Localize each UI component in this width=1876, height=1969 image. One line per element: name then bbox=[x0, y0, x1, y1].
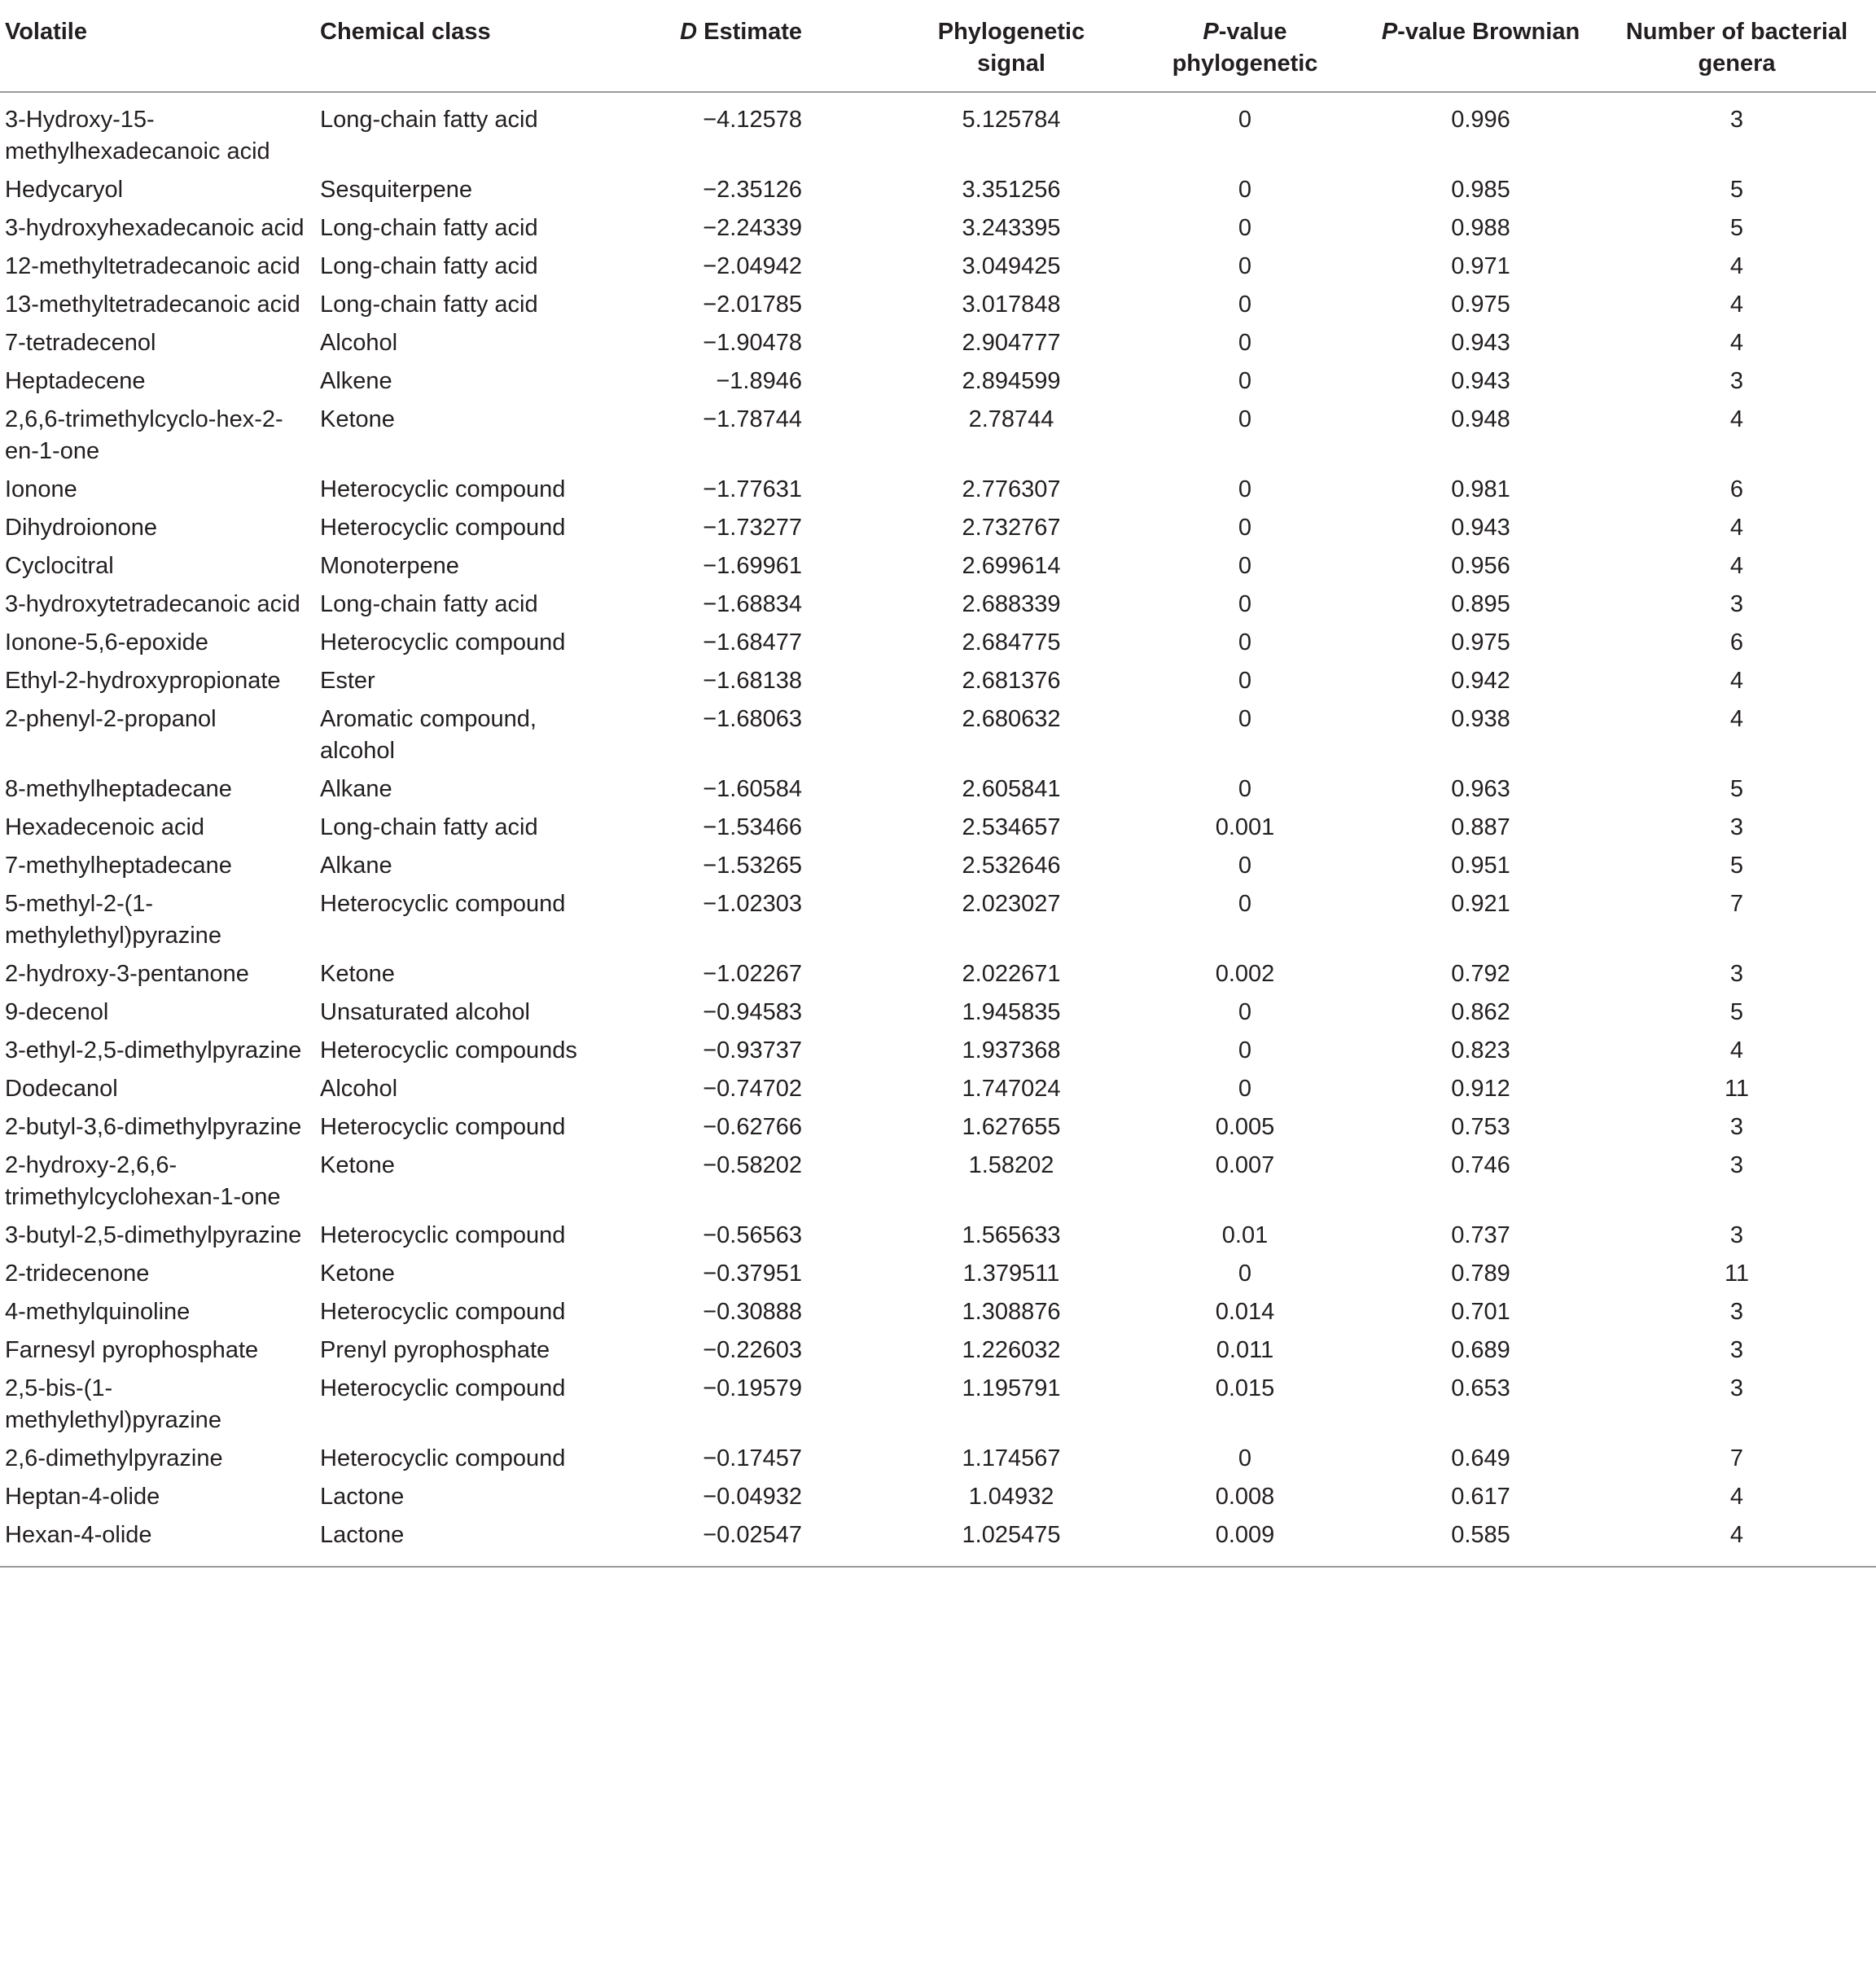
cell-d-estimate: −1.77631 bbox=[703, 476, 802, 502]
column-header-label: Estimate bbox=[697, 19, 802, 45]
cell-p-value-phylogenetic: 0 bbox=[1238, 629, 1252, 656]
cell-chemical-class: Long-chain fatty acid bbox=[320, 814, 538, 840]
cell-phylogenetic-signal: 1.04932 bbox=[968, 1484, 1054, 1510]
cell-chemical-class: Alcohol bbox=[320, 330, 398, 356]
cell-volatile: Heptan-4-olide bbox=[5, 1484, 160, 1510]
table-row bbox=[0, 550, 1876, 589]
table-row bbox=[0, 665, 1876, 704]
cell-chemical-class: Unsaturated alcohol bbox=[320, 999, 530, 1025]
cell-d-estimate: −1.68138 bbox=[703, 668, 802, 694]
cell-number-of-bacterial-genera: 6 bbox=[1729, 629, 1744, 656]
column-header-italic: P bbox=[1381, 19, 1398, 45]
column-header-label: Phylogenetic signal bbox=[937, 19, 1085, 77]
cell-phylogenetic-signal: 1.565633 bbox=[962, 1222, 1061, 1248]
cell-number-of-bacterial-genera: 4 bbox=[1598, 1520, 1876, 1567]
cell-volatile: 4-methylquinoline bbox=[5, 1299, 191, 1325]
table-row bbox=[0, 1296, 1876, 1335]
cell-chemical-class: Lactone bbox=[315, 1520, 622, 1567]
column-header-label: Number of bacterial genera bbox=[1625, 19, 1848, 77]
cell-phylogenetic-signal: 1.379511 bbox=[962, 1261, 1060, 1287]
cell-number-of-bacterial-genera: 11 bbox=[1724, 1261, 1750, 1287]
cell-phylogenetic-signal: 2.534657 bbox=[962, 814, 1061, 840]
cell-d-estimate: −1.68063 bbox=[703, 706, 802, 732]
table-row bbox=[0, 1220, 1876, 1258]
cell-p-value-brownian: 0.701 bbox=[1451, 1299, 1510, 1325]
cell-phylogenetic-signal: 2.732767 bbox=[962, 515, 1061, 541]
cell-d-estimate: −0.37951 bbox=[703, 1261, 802, 1287]
table-row bbox=[0, 251, 1876, 289]
cell-phylogenetic-signal: 2.684775 bbox=[962, 629, 1061, 656]
cell-volatile: 3-Hydroxy-15-methylhexadecanoic acid bbox=[5, 107, 270, 164]
cell-chemical-class: Long-chain fatty acid bbox=[320, 253, 538, 279]
cell-phylogenetic-signal: 3.243395 bbox=[962, 215, 1061, 241]
cell-p-value-phylogenetic: 0 bbox=[1238, 215, 1252, 241]
column-header-label: -value phylogenetic bbox=[1172, 19, 1318, 77]
cell-number-of-bacterial-genera: 3 bbox=[1729, 961, 1744, 987]
cell-p-value-brownian: 0.942 bbox=[1451, 668, 1510, 694]
cell-number-of-bacterial-genera: 4 bbox=[1729, 668, 1744, 694]
column-header-italic: P bbox=[1203, 19, 1219, 45]
table-row bbox=[0, 627, 1876, 665]
cell-d-estimate: −1.02267 bbox=[703, 961, 802, 987]
cell-d-estimate: −0.04932 bbox=[703, 1484, 802, 1510]
table-body bbox=[0, 92, 1876, 1567]
cell-volatile: Ionone-5,6-epoxide bbox=[5, 629, 208, 656]
cell-number-of-bacterial-genera: 5 bbox=[1729, 999, 1744, 1025]
cell-number-of-bacterial-genera: 3 bbox=[1729, 1375, 1744, 1401]
cell-p-value-phylogenetic: 0 bbox=[1238, 1076, 1252, 1102]
cell-number-of-bacterial-genera: 3 bbox=[1729, 1337, 1744, 1363]
cell-volatile: Hedycaryol bbox=[5, 177, 124, 203]
cell-chemical-class: Heterocyclic compound bbox=[320, 891, 566, 917]
cell-phylogenetic-signal: 1.627655 bbox=[962, 1114, 1061, 1140]
cell-d-estimate: −1.02303 bbox=[703, 891, 802, 917]
cell-p-value-phylogenetic: 0 bbox=[1238, 368, 1252, 394]
cell-chemical-class: Alkane bbox=[320, 776, 392, 802]
cell-volatile: 2-hydroxy-2,6,6-trimethylcyclohexan-1-one bbox=[5, 1152, 281, 1210]
cell-volatile: 2,6-dimethylpyrazine bbox=[5, 1445, 223, 1471]
cell-p-value-brownian: 0.943 bbox=[1451, 368, 1510, 394]
cell-phylogenetic-signal: 2.688339 bbox=[962, 591, 1061, 617]
cell-p-value-phylogenetic: 0 bbox=[1238, 330, 1252, 356]
cell-number-of-bacterial-genera: 4 bbox=[1729, 330, 1744, 356]
cell-p-value-brownian: 0.975 bbox=[1451, 629, 1510, 656]
cell-p-value-phylogenetic: 0 bbox=[1238, 1261, 1252, 1287]
cell-chemical-class: Alkane bbox=[320, 853, 392, 879]
cell-d-estimate: −1.90478 bbox=[703, 330, 802, 356]
cell-phylogenetic-signal: 2.894599 bbox=[962, 368, 1061, 394]
cell-phylogenetic-signal: 1.226032 bbox=[962, 1337, 1061, 1363]
cell-phylogenetic-signal: 2.776307 bbox=[962, 476, 1061, 502]
cell-p-value-phylogenetic: 0 bbox=[1238, 177, 1252, 203]
cell-volatile: 5-methyl-2-(1-methylethyl)pyrazine bbox=[5, 891, 221, 949]
cell-number-of-bacterial-genera: 3 bbox=[1729, 1299, 1744, 1325]
cell-d-estimate: −1.68477 bbox=[703, 629, 802, 656]
cell-p-value-brownian: 0.921 bbox=[1451, 891, 1510, 917]
cell-d-estimate: −2.24339 bbox=[703, 215, 802, 241]
cell-p-value-phylogenetic: 0 bbox=[1238, 853, 1252, 879]
table-row bbox=[0, 404, 1876, 474]
table-row bbox=[0, 774, 1876, 812]
cell-p-value-brownian: 0.823 bbox=[1451, 1037, 1510, 1063]
table-row bbox=[0, 213, 1876, 251]
cell-number-of-bacterial-genera: 4 bbox=[1729, 292, 1744, 318]
cell-phylogenetic-signal: 1.945835 bbox=[962, 999, 1061, 1025]
table-row bbox=[0, 997, 1876, 1035]
cell-p-value-brownian: 0.895 bbox=[1451, 591, 1510, 617]
column-header-phylogenetic-signal bbox=[896, 0, 1126, 92]
cell-phylogenetic-signal: 2.78744 bbox=[968, 406, 1054, 432]
cell-p-value-phylogenetic: 0.009 bbox=[1126, 1520, 1364, 1567]
cell-chemical-class: Heterocyclic compound bbox=[320, 1222, 566, 1248]
cell-number-of-bacterial-genera: 3 bbox=[1729, 814, 1744, 840]
cell-d-estimate: −0.19579 bbox=[703, 1375, 802, 1401]
cell-d-estimate: −0.62766 bbox=[703, 1114, 802, 1140]
cell-chemical-class: Ketone bbox=[320, 1152, 395, 1178]
cell-phylogenetic-signal: 1.308876 bbox=[962, 1299, 1061, 1325]
table-row bbox=[0, 366, 1876, 404]
header-row bbox=[0, 0, 1876, 92]
cell-volatile: 7-methylheptadecane bbox=[5, 853, 232, 879]
cell-number-of-bacterial-genera: 6 bbox=[1729, 476, 1744, 502]
cell-p-value-phylogenetic: 0 bbox=[1238, 999, 1252, 1025]
cell-p-value-phylogenetic: 0 bbox=[1238, 891, 1252, 917]
cell-p-value-phylogenetic: 0 bbox=[1238, 553, 1252, 579]
cell-d-estimate: −0.17457 bbox=[703, 1445, 802, 1471]
cell-phylogenetic-signal: 3.351256 bbox=[962, 177, 1061, 203]
cell-p-value-brownian: 0.971 bbox=[1451, 253, 1510, 279]
cell-chemical-class: Alcohol bbox=[320, 1076, 398, 1102]
cell-p-value-brownian: 0.996 bbox=[1451, 107, 1510, 133]
column-header-number-of-bacterial-genera bbox=[1598, 0, 1876, 92]
cell-d-estimate: −1.78744 bbox=[703, 406, 802, 432]
cell-d-estimate: −0.93737 bbox=[703, 1037, 802, 1063]
cell-p-value-phylogenetic: 0 bbox=[1238, 776, 1252, 802]
cell-p-value-phylogenetic: 0 bbox=[1238, 1037, 1252, 1063]
cell-number-of-bacterial-genera: 3 bbox=[1729, 368, 1744, 394]
cell-d-estimate: −2.35126 bbox=[703, 177, 802, 203]
table-row bbox=[0, 289, 1876, 327]
cell-p-value-phylogenetic: 0 bbox=[1238, 107, 1252, 133]
cell-p-value-phylogenetic: 0 bbox=[1238, 476, 1252, 502]
cell-phylogenetic-signal: 1.747024 bbox=[962, 1076, 1061, 1102]
cell-chemical-class: Heterocyclic compound bbox=[320, 1299, 566, 1325]
table-row bbox=[0, 1258, 1876, 1296]
cell-number-of-bacterial-genera: 3 bbox=[1729, 107, 1744, 133]
column-header-p-value-phylogenetic bbox=[1126, 0, 1364, 92]
cell-chemical-class: Long-chain fatty acid bbox=[320, 292, 538, 318]
cell-volatile: 2-phenyl-2-propanol bbox=[5, 706, 217, 732]
cell-chemical-class: Sesquiterpene bbox=[320, 177, 473, 203]
cell-chemical-class: Long-chain fatty acid bbox=[320, 591, 538, 617]
table-row bbox=[0, 474, 1876, 512]
cell-d-estimate: −1.8946 bbox=[716, 368, 802, 394]
cell-volatile: 8-methylheptadecane bbox=[5, 776, 232, 802]
cell-chemical-class: Ketone bbox=[320, 1261, 395, 1287]
cell-p-value-phylogenetic: 0.002 bbox=[1215, 961, 1275, 987]
cell-p-value-brownian: 0.617 bbox=[1451, 1484, 1510, 1510]
cell-phylogenetic-signal: 2.681376 bbox=[962, 668, 1061, 694]
cell-p-value-phylogenetic: 0 bbox=[1238, 591, 1252, 617]
cell-p-value-brownian: 0.649 bbox=[1451, 1445, 1510, 1471]
table-header bbox=[0, 0, 1876, 92]
cell-volatile: 3-ethyl-2,5-dimethylpyrazine bbox=[5, 1037, 302, 1063]
table-row bbox=[0, 92, 1876, 174]
cell-p-value-brownian: 0.689 bbox=[1451, 1337, 1510, 1363]
cell-volatile: 2-hydroxy-3-pentanone bbox=[5, 961, 249, 987]
cell-p-value-brownian: 0.956 bbox=[1451, 553, 1510, 579]
cell-chemical-class: Ketone bbox=[320, 406, 395, 432]
table-row bbox=[0, 174, 1876, 213]
cell-p-value-brownian: 0.951 bbox=[1451, 853, 1510, 879]
cell-chemical-class: Heterocyclic compound bbox=[320, 515, 566, 541]
cell-volatile: 13-methyltetradecanoic acid bbox=[5, 292, 300, 318]
cell-phylogenetic-signal: 2.532646 bbox=[962, 853, 1061, 879]
cell-number-of-bacterial-genera: 4 bbox=[1729, 706, 1744, 732]
cell-phylogenetic-signal: 2.680632 bbox=[962, 706, 1061, 732]
cell-volatile: Dihydroionone bbox=[5, 515, 158, 541]
cell-p-value-brownian: 0.943 bbox=[1451, 330, 1510, 356]
table-row bbox=[0, 958, 1876, 997]
cell-phylogenetic-signal: 1.58202 bbox=[968, 1152, 1054, 1178]
cell-phylogenetic-signal: 5.125784 bbox=[962, 107, 1061, 133]
cell-chemical-class: Heterocyclic compounds bbox=[320, 1037, 577, 1063]
cell-p-value-phylogenetic: 0.005 bbox=[1215, 1114, 1275, 1140]
cell-phylogenetic-signal: 2.023027 bbox=[962, 891, 1061, 917]
column-header-label: -value Brownian bbox=[1397, 19, 1580, 45]
cell-p-value-brownian: 0.792 bbox=[1451, 961, 1510, 987]
table-row bbox=[0, 1335, 1876, 1373]
cell-p-value-brownian: 0.746 bbox=[1451, 1152, 1510, 1178]
cell-chemical-class: Ketone bbox=[320, 961, 395, 987]
cell-number-of-bacterial-genera: 3 bbox=[1729, 1114, 1744, 1140]
cell-volatile: 2,5-bis-(1-methylethyl)pyrazine bbox=[5, 1375, 221, 1433]
table-row bbox=[0, 327, 1876, 366]
table-row bbox=[0, 1150, 1876, 1220]
cell-volatile: 2,6,6-trimethylcyclo-hex-2-en-1-one bbox=[5, 406, 283, 464]
cell-p-value-phylogenetic: 0 bbox=[1238, 515, 1252, 541]
cell-number-of-bacterial-genera: 7 bbox=[1729, 891, 1744, 917]
cell-volatile: Heptadecene bbox=[5, 368, 146, 394]
cell-volatile: 7-tetradecenol bbox=[5, 330, 156, 356]
cell-d-estimate: −1.73277 bbox=[703, 515, 802, 541]
cell-p-value-brownian: 0.737 bbox=[1451, 1222, 1510, 1248]
cell-chemical-class: Long-chain fatty acid bbox=[320, 215, 538, 241]
cell-phylogenetic-signal: 1.174567 bbox=[962, 1445, 1061, 1471]
cell-volatile: Ethyl-2-hydroxypropionate bbox=[5, 668, 281, 694]
cell-d-estimate: −0.02547 bbox=[622, 1520, 896, 1567]
cell-d-estimate: −0.30888 bbox=[703, 1299, 802, 1325]
cell-number-of-bacterial-genera: 5 bbox=[1729, 177, 1744, 203]
cell-d-estimate: −1.60584 bbox=[703, 776, 802, 802]
cell-number-of-bacterial-genera: 5 bbox=[1729, 215, 1744, 241]
cell-phylogenetic-signal: 2.699614 bbox=[962, 553, 1061, 579]
cell-p-value-brownian: 0.948 bbox=[1451, 406, 1510, 432]
table-row bbox=[0, 850, 1876, 888]
cell-chemical-class: Heterocyclic compound bbox=[320, 476, 566, 502]
table-row bbox=[0, 1481, 1876, 1520]
column-header-italic: D bbox=[680, 19, 698, 45]
cell-d-estimate: −0.94583 bbox=[703, 999, 802, 1025]
cell-phylogenetic-signal: 2.022671 bbox=[962, 961, 1061, 987]
cell-p-value-phylogenetic: 0.001 bbox=[1215, 814, 1275, 840]
cell-chemical-class: Lactone bbox=[320, 1484, 405, 1510]
cell-d-estimate: −1.68834 bbox=[703, 591, 802, 617]
cell-p-value-brownian: 0.653 bbox=[1451, 1375, 1510, 1401]
cell-p-value-brownian: 0.862 bbox=[1451, 999, 1510, 1025]
cell-p-value-phylogenetic: 0.01 bbox=[1221, 1222, 1269, 1248]
cell-p-value-brownian: 0.585 bbox=[1364, 1520, 1598, 1567]
table-row bbox=[0, 1520, 1876, 1567]
cell-d-estimate: −0.56563 bbox=[703, 1222, 802, 1248]
cell-number-of-bacterial-genera: 7 bbox=[1729, 1445, 1744, 1471]
cell-volatile: 2-tridecenone bbox=[5, 1261, 150, 1287]
table-row bbox=[0, 1373, 1876, 1443]
cell-number-of-bacterial-genera: 4 bbox=[1729, 1037, 1744, 1063]
cell-phylogenetic-signal: 3.049425 bbox=[962, 253, 1061, 279]
cell-volatile: 2-butyl-3,6-dimethylpyrazine bbox=[5, 1114, 302, 1140]
column-header-volatile bbox=[0, 0, 315, 92]
cell-chemical-class: Aromatic compound, alcohol bbox=[320, 706, 537, 764]
cell-number-of-bacterial-genera: 5 bbox=[1729, 853, 1744, 879]
cell-p-value-phylogenetic: 0.014 bbox=[1215, 1299, 1275, 1325]
cell-d-estimate: −4.12578 bbox=[703, 107, 802, 133]
cell-chemical-class: Monoterpene bbox=[320, 553, 459, 579]
cell-chemical-class: Ester bbox=[320, 668, 375, 694]
cell-p-value-phylogenetic: 0 bbox=[1238, 668, 1252, 694]
cell-phylogenetic-signal: 1.195791 bbox=[962, 1375, 1061, 1401]
cell-d-estimate: −1.69961 bbox=[703, 553, 802, 579]
cell-volatile: Cyclocitral bbox=[5, 553, 114, 579]
table-row bbox=[0, 1073, 1876, 1112]
cell-p-value-brownian: 0.988 bbox=[1451, 215, 1510, 241]
cell-chemical-class: Heterocyclic compound bbox=[320, 1375, 566, 1401]
column-header-p-value-brownian bbox=[1364, 0, 1598, 92]
cell-p-value-brownian: 0.753 bbox=[1451, 1114, 1510, 1140]
table-row bbox=[0, 1035, 1876, 1073]
cell-number-of-bacterial-genera: 4 bbox=[1729, 253, 1744, 279]
cell-d-estimate: −2.01785 bbox=[703, 292, 802, 318]
cell-chemical-class: Heterocyclic compound bbox=[320, 629, 566, 656]
cell-chemical-class: Heterocyclic compound bbox=[320, 1445, 566, 1471]
cell-volatile: 3-butyl-2,5-dimethylpyrazine bbox=[5, 1222, 302, 1248]
cell-chemical-class: Prenyl pyrophosphate bbox=[320, 1337, 550, 1363]
cell-p-value-phylogenetic: 0 bbox=[1238, 253, 1252, 279]
table-row bbox=[0, 704, 1876, 774]
cell-d-estimate: −0.58202 bbox=[703, 1152, 802, 1178]
cell-number-of-bacterial-genera: 3 bbox=[1729, 591, 1744, 617]
cell-p-value-brownian: 0.985 bbox=[1451, 177, 1510, 203]
cell-phylogenetic-signal: 1.937368 bbox=[962, 1037, 1061, 1063]
cell-volatile: 12-methyltetradecanoic acid bbox=[5, 253, 300, 279]
cell-d-estimate: −1.53466 bbox=[703, 814, 802, 840]
cell-d-estimate: −0.74702 bbox=[703, 1076, 802, 1102]
cell-p-value-phylogenetic: 0 bbox=[1238, 406, 1252, 432]
cell-number-of-bacterial-genera: 4 bbox=[1729, 553, 1744, 579]
cell-p-value-brownian: 0.943 bbox=[1451, 515, 1510, 541]
cell-volatile: Hexadecenoic acid bbox=[5, 814, 205, 840]
cell-number-of-bacterial-genera: 5 bbox=[1729, 776, 1744, 802]
table-row bbox=[0, 888, 1876, 958]
cell-number-of-bacterial-genera: 4 bbox=[1729, 515, 1744, 541]
cell-chemical-class: Heterocyclic compound bbox=[320, 1114, 566, 1140]
cell-p-value-brownian: 0.975 bbox=[1451, 292, 1510, 318]
table-row bbox=[0, 512, 1876, 550]
cell-p-value-brownian: 0.912 bbox=[1451, 1076, 1510, 1102]
column-header-chemical-class bbox=[315, 0, 622, 92]
cell-volatile: 3-hydroxytetradecanoic acid bbox=[5, 591, 300, 617]
table-row bbox=[0, 589, 1876, 627]
cell-volatile: 9-decenol bbox=[5, 999, 109, 1025]
cell-p-value-phylogenetic: 0 bbox=[1238, 292, 1252, 318]
cell-phylogenetic-signal: 2.605841 bbox=[962, 776, 1061, 802]
cell-number-of-bacterial-genera: 4 bbox=[1729, 406, 1744, 432]
cell-volatile: Dodecanol bbox=[5, 1076, 118, 1102]
cell-p-value-phylogenetic: 0.015 bbox=[1215, 1375, 1275, 1401]
cell-volatile: 3-hydroxyhexadecanoic acid bbox=[5, 215, 305, 241]
column-header-d-estimate bbox=[622, 0, 896, 92]
cell-p-value-brownian: 0.981 bbox=[1451, 476, 1510, 502]
cell-p-value-brownian: 0.963 bbox=[1451, 776, 1510, 802]
cell-p-value-brownian: 0.938 bbox=[1451, 706, 1510, 732]
cell-d-estimate: −1.53265 bbox=[703, 853, 802, 879]
cell-volatile: Hexan-4-olide bbox=[0, 1520, 315, 1567]
cell-p-value-phylogenetic: 0.011 bbox=[1216, 1337, 1274, 1363]
cell-volatile: Ionone bbox=[5, 476, 77, 502]
table-row bbox=[0, 812, 1876, 850]
cell-volatile: Farnesyl pyrophosphate bbox=[5, 1337, 259, 1363]
cell-p-value-phylogenetic: 0.008 bbox=[1215, 1484, 1275, 1510]
cell-phylogenetic-signal: 1.025475 bbox=[896, 1520, 1126, 1567]
cell-chemical-class: Alkene bbox=[320, 368, 392, 394]
cell-number-of-bacterial-genera: 3 bbox=[1729, 1152, 1744, 1178]
cell-p-value-brownian: 0.887 bbox=[1451, 814, 1510, 840]
cell-p-value-phylogenetic: 0 bbox=[1238, 1445, 1252, 1471]
column-header-label: Chemical class bbox=[320, 19, 491, 45]
cell-p-value-brownian: 0.789 bbox=[1451, 1261, 1510, 1287]
cell-phylogenetic-signal: 3.017848 bbox=[962, 292, 1061, 318]
cell-phylogenetic-signal: 2.904777 bbox=[962, 330, 1061, 356]
cell-p-value-phylogenetic: 0 bbox=[1238, 706, 1252, 732]
cell-number-of-bacterial-genera: 4 bbox=[1729, 1484, 1744, 1510]
cell-p-value-phylogenetic: 0.007 bbox=[1215, 1152, 1275, 1178]
cell-d-estimate: −2.04942 bbox=[703, 253, 802, 279]
cell-chemical-class: Long-chain fatty acid bbox=[320, 107, 538, 133]
cell-number-of-bacterial-genera: 3 bbox=[1729, 1222, 1744, 1248]
cell-number-of-bacterial-genera: 11 bbox=[1724, 1076, 1750, 1102]
cell-d-estimate: −0.22603 bbox=[703, 1337, 802, 1363]
table-row bbox=[0, 1112, 1876, 1150]
table-row bbox=[0, 1443, 1876, 1481]
column-header-label: Volatile bbox=[5, 19, 87, 45]
